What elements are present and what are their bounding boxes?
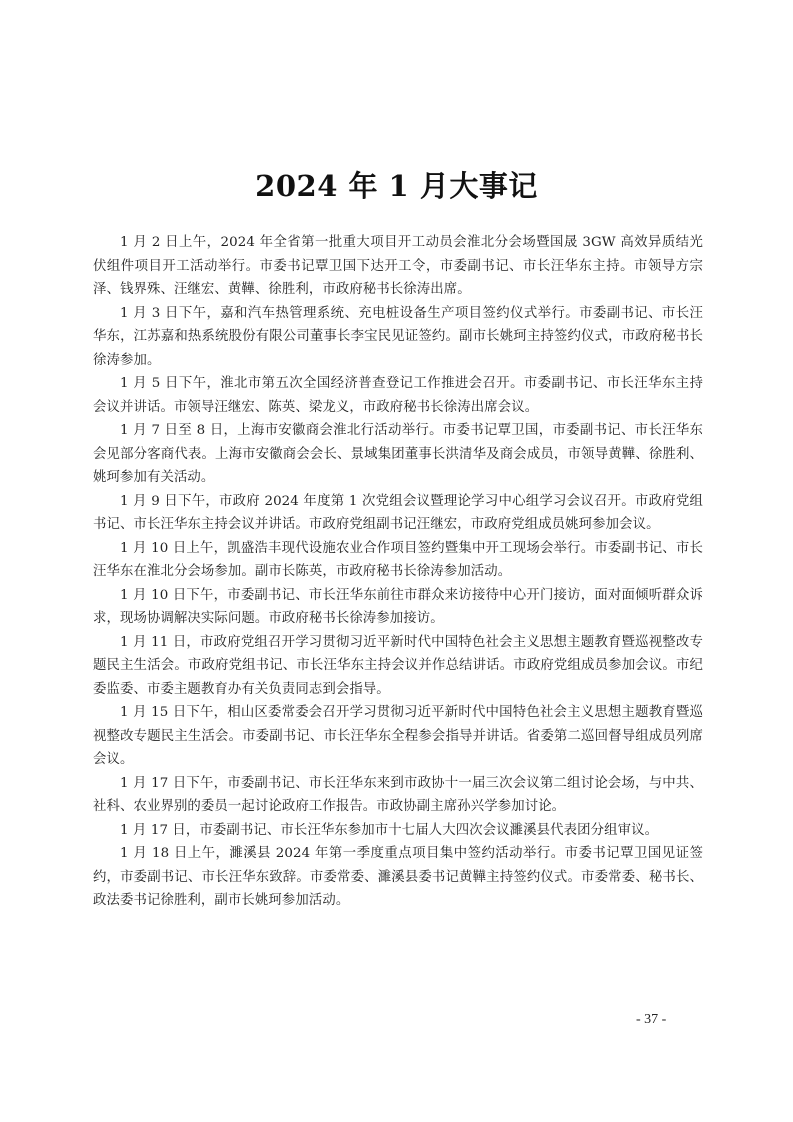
event-entry: 1 月 17 日下午，市委副书记、市长汪华东来到市政协十一届三次会议第二组讨论会场，与中共、社科、农业界别的委员一起讨论政府工作报告。市政协副主席孙兴学参加讨论。 bbox=[93, 775, 703, 814]
event-entry: 1 月 3 日下午，嘉和汽车热管理系统、充电桩设备生产项目签约仪式举行。市委副书记、市长汪华东，江苏嘉和热系统股份有限公司董事长李宝民见证签约。副市长姚珂主持签约仪式，市政府秘书长徐涛参加。 bbox=[93, 305, 703, 368]
page-number: - 37 - bbox=[636, 1012, 667, 1027]
event-entry: 1 月 10 日上午，凯盛浩丰现代设施农业合作项目签约暨集中开工现场会举行。市委副书记、市长汪华东在淮北分会场参加。副市长陈英，市政府秘书长徐涛参加活动。 bbox=[93, 540, 703, 579]
event-entry: 1 月 5 日下午，淮北市第五次全国经济普查登记工作推进会召开。市委副书记、市长汪华东主持会议并讲话。市领导汪继宏、陈英、梁龙义，市政府秘书长徐涛出席会议。 bbox=[93, 376, 703, 415]
event-entry: 1 月 11 日，市政府党组召开学习贯彻习近平新时代中国特色社会主义思想主题教育暨巡视整改专题民主生活会。市政府党组书记、市长汪华东主持会议并作总结讲话。市政府党组成员参加会议。市纪委监委、市委主题教育办有关负责同志到会指导。 bbox=[93, 634, 703, 697]
event-entry: 1 月 18 日上午，濉溪县 2024 年第一季度重点项目集中签约活动举行。市委书记覃卫国见证签约，市委副书记、市长汪华东致辞。市委常委、濉溪县委书记黄鞾主持签约仪式。市委常委、秘书长、政法委书记徐胜利，副市长姚珂参加活动。 bbox=[93, 846, 703, 908]
event-entry: 1 月 15 日下午，相山区委常委会召开学习贯彻习近平新时代中国特色社会主义思想主题教育暨巡视整改专题民主生活会。市委副书记、市长汪华东全程参会指导并讲话。省委第二巡回督导组成员列席会议。 bbox=[93, 705, 703, 767]
event-entry: 1 月 10 日下午，市委副书记、市长汪华东前往市群众来访接待中心开门接访，面对面倾听群众诉求，现场协调解决实际问题。市政府秘书长徐涛参加接访。 bbox=[93, 587, 703, 626]
event-entry: 1 月 2 日上午，2024 年全省第一批重大项目开工动员会淮北分会场暨国晟 3GW 高效异质结光伏组件项目开工活动举行。市委书记覃卫国下达开工令，市委副书记、市长汪华东主持。市领导方宗泽、钱界殊、汪继宏、黄鞾、徐胜利，市政府秘书长徐涛出席。 bbox=[93, 235, 703, 297]
event-entry: 1 月 17 日，市委副书记、市长汪华东参加市十七届人大四次会议濉溪县代表团分组审议。 bbox=[120, 822, 659, 838]
events-list bbox=[93, 231, 703, 913]
event-entry: 1 月 7 日至 8 日，上海市安徽商会淮北行活动举行。市委书记覃卫国，市委副书记、市长汪华东会见部分客商代表。上海市安徽商会会长、景域集团董事长洪清华及商会成员，市领导黄鞾、徐胜利、姚珂参加有关活动。 bbox=[93, 423, 703, 485]
page-title: 2024 年 1 月大事记 bbox=[255, 169, 538, 204]
event-entry: 1 月 9 日下午，市政府 2024 年度第 1 次党组会议暨理论学习中心组学习会议召开。市政府党组书记、市长汪华东主持会议并讲话。市政府党组副书记汪继宏，市政府党组成员姚珂参加会议。 bbox=[93, 493, 703, 532]
